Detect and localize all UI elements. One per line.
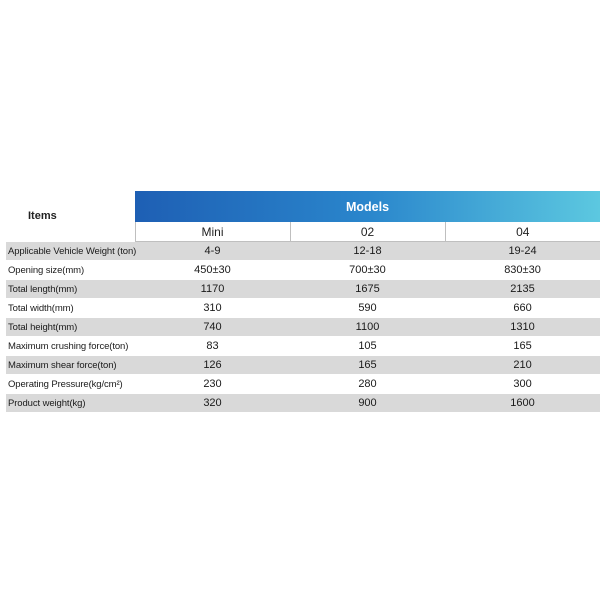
cell-value: 230 bbox=[135, 375, 290, 394]
cell-value: 660 bbox=[445, 299, 600, 318]
models-header: Models bbox=[135, 191, 600, 222]
cell-value: 83 bbox=[135, 337, 290, 356]
cell-value: 1170 bbox=[135, 280, 290, 299]
table-row bbox=[6, 356, 600, 375]
cell-value: 12-18 bbox=[290, 242, 445, 261]
cell-value: 700±30 bbox=[290, 261, 445, 280]
table-row bbox=[6, 394, 600, 413]
cell-value: 19-24 bbox=[445, 242, 600, 261]
table-row bbox=[6, 375, 600, 394]
cell-value: 2135 bbox=[445, 280, 600, 299]
cell-value: 280 bbox=[290, 375, 445, 394]
row-label: Product weight(kg) bbox=[6, 394, 135, 413]
cell-value: 450±30 bbox=[135, 261, 290, 280]
table-row bbox=[6, 261, 600, 280]
row-label: Total width(mm) bbox=[6, 299, 135, 318]
table-row bbox=[6, 337, 600, 356]
row-label: Maximum crushing force(ton) bbox=[6, 337, 135, 356]
spec-table bbox=[6, 191, 600, 412]
cell-value: 320 bbox=[135, 394, 290, 413]
row-label: Operating Pressure(kg/cm²) bbox=[6, 375, 135, 394]
row-label: Applicable Vehicle Weight (ton) bbox=[6, 242, 135, 261]
table-row bbox=[6, 242, 600, 261]
cell-value: 1600 bbox=[445, 394, 600, 413]
header-row bbox=[6, 191, 600, 222]
cell-value: 210 bbox=[445, 356, 600, 375]
table-row bbox=[6, 299, 600, 318]
row-label: Opening size(mm) bbox=[6, 261, 135, 280]
cell-value: 590 bbox=[290, 299, 445, 318]
cell-value: 310 bbox=[135, 299, 290, 318]
table-row bbox=[6, 280, 600, 299]
table-row bbox=[6, 318, 600, 337]
cell-value: 1675 bbox=[290, 280, 445, 299]
cell-value: 105 bbox=[290, 337, 445, 356]
cell-value: 900 bbox=[290, 394, 445, 413]
row-label: Total length(mm) bbox=[6, 280, 135, 299]
cell-value: 1310 bbox=[445, 318, 600, 337]
cell-value: 165 bbox=[290, 356, 445, 375]
cell-value: 1100 bbox=[290, 318, 445, 337]
items-header: Items bbox=[6, 191, 135, 242]
row-label: Total height(mm) bbox=[6, 318, 135, 337]
cell-value: 4-9 bbox=[135, 242, 290, 261]
row-label: Maximum shear force(ton) bbox=[6, 356, 135, 375]
model-04: 04 bbox=[445, 222, 600, 242]
cell-value: 300 bbox=[445, 375, 600, 394]
cell-value: 165 bbox=[445, 337, 600, 356]
cell-value: 740 bbox=[135, 318, 290, 337]
cell-value: 126 bbox=[135, 356, 290, 375]
cell-value: 830±30 bbox=[445, 261, 600, 280]
model-mini: Mini bbox=[135, 222, 290, 242]
model-02: 02 bbox=[290, 222, 445, 242]
